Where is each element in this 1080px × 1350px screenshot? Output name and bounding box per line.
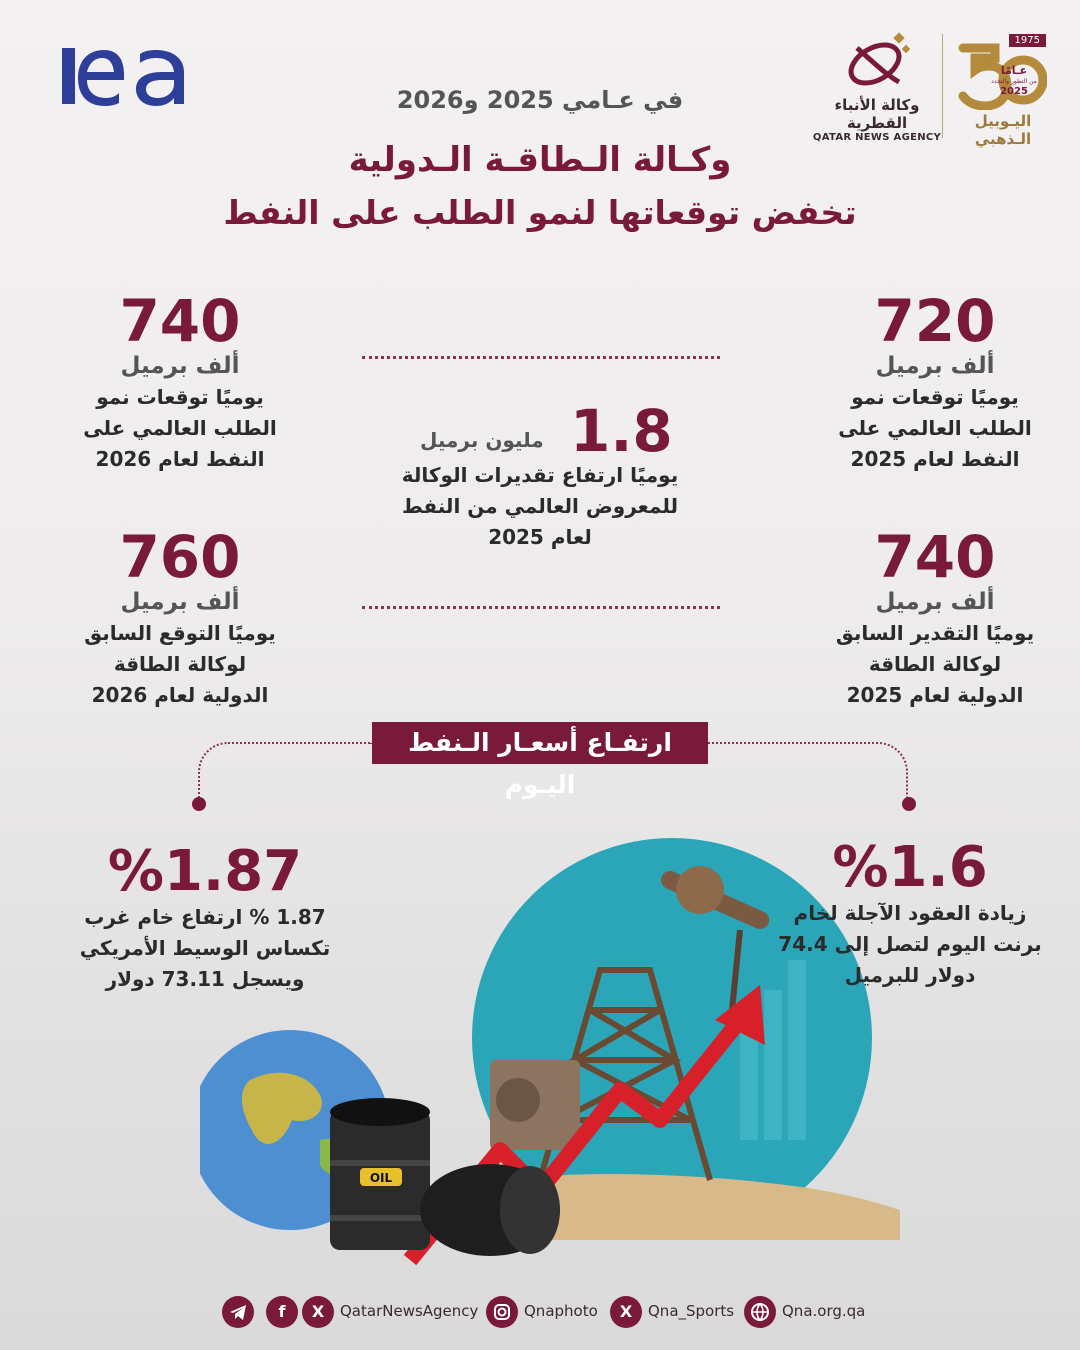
wti-percentage: %1.87 bbox=[107, 839, 303, 904]
qna-handle-link[interactable]: QatarNewsAgency bbox=[340, 1302, 479, 1320]
stat-desc-line: لوكالة الطاقة bbox=[113, 652, 247, 676]
stat-desc-line: لوكالة الطاقة bbox=[868, 652, 1002, 676]
brent-percentage: %1.6 bbox=[832, 835, 988, 900]
stat-number: 760 bbox=[119, 523, 241, 591]
brent-desc-line: برنت اليوم لتصل إلى 74.4 bbox=[778, 932, 1042, 956]
stat-description bbox=[820, 382, 1050, 475]
oil-prices-banner: ارتفـاع أسعـار الـنفط اليـوم bbox=[372, 722, 708, 764]
stat-unit: ألف برميل bbox=[120, 589, 240, 615]
brent-desc-line: زيادة العقود الآجلة لخام bbox=[793, 901, 1027, 925]
stat-desc-line: الطلب العالمي على bbox=[838, 416, 1032, 440]
stat-desc-line: للمعروض العالمي من النفط bbox=[401, 494, 679, 518]
title-line-2: تخفض توقعاتها لنمو الطلب على النفط bbox=[223, 193, 857, 232]
stat-number: 740 bbox=[119, 287, 241, 355]
stat-previous-estimate-2025 bbox=[820, 523, 1050, 711]
title-line-1: وكـالة الـطاقـة الـدولية bbox=[348, 140, 732, 180]
stat-number: 740 bbox=[874, 523, 996, 591]
qna-sports-handle-link[interactable]: Qna_Sports bbox=[648, 1302, 735, 1320]
wti-desc-line: تكساس الوسيط الأمريكي bbox=[79, 936, 331, 960]
globe-web-icon[interactable] bbox=[744, 1296, 776, 1328]
stat-desc-line: يوميًا ارتفاع تقديرات الوكالة bbox=[401, 463, 679, 487]
stat-desc-line: يوميًا توقعات نمو bbox=[96, 385, 264, 409]
wti-price-stat bbox=[70, 839, 340, 995]
jubilee-year: 1975 bbox=[1009, 34, 1046, 47]
website-link[interactable]: Qna.org.qa bbox=[782, 1302, 866, 1320]
qna-emblem-icon bbox=[837, 30, 917, 92]
stat-description bbox=[380, 460, 700, 553]
stat-unit: ألف برميل bbox=[875, 589, 995, 615]
stat-desc-line: الدولية لعام 2026 bbox=[91, 683, 269, 707]
instagram-icon[interactable] bbox=[486, 1296, 518, 1328]
stat-description bbox=[60, 618, 300, 711]
stat-number: 1.8 bbox=[570, 397, 673, 465]
stat-desc-line: يوميًا التوقع السابق bbox=[84, 621, 276, 645]
stat-desc-line: يوميًا توقعات نمو bbox=[851, 385, 1019, 409]
stat-unit: ألف برميل bbox=[120, 353, 240, 379]
jubilee-2025: 2025 bbox=[1000, 86, 1028, 97]
qnaphoto-handle-link[interactable]: Qnaphoto bbox=[524, 1302, 598, 1320]
connector-left bbox=[198, 742, 372, 800]
stat-unit: ألف برميل bbox=[875, 353, 995, 379]
connector-right bbox=[708, 742, 908, 800]
stat-demand-2025 bbox=[820, 287, 1050, 475]
golden-jubilee-logo bbox=[942, 34, 1052, 148]
brent-desc-line: دولار للبرميل bbox=[844, 963, 976, 987]
qna-name-ar: وكالة الأنباء القطرية bbox=[834, 96, 920, 132]
qna-name-en: QATAR NEWS AGENCY bbox=[812, 132, 942, 143]
stat-demand-2026 bbox=[60, 287, 300, 475]
pin-right bbox=[902, 797, 916, 811]
stat-desc-line: النفط لعام 2025 bbox=[850, 447, 1020, 471]
wti-description bbox=[70, 902, 340, 995]
stat-description bbox=[820, 618, 1050, 711]
stat-description bbox=[60, 382, 300, 475]
barrel-label: OIL bbox=[369, 1171, 393, 1185]
jubilee-years-label: عـامًا bbox=[1000, 64, 1028, 77]
subtitle: في عـامي 2025 و2026 bbox=[396, 86, 684, 114]
wti-desc-line: 1.87 % ارتفاع خام غرب bbox=[84, 905, 326, 929]
stat-desc-line: الطلب العالمي على bbox=[83, 416, 277, 440]
stat-desc-line: لعام 2025 bbox=[488, 525, 592, 549]
brent-price-stat bbox=[760, 835, 1060, 991]
stat-unit: مليون برميل bbox=[420, 428, 544, 452]
wti-desc-line: ويسجل 73.11 دولار bbox=[105, 967, 305, 991]
brent-description bbox=[760, 898, 1060, 991]
stat-desc-line: النفط لعام 2026 bbox=[95, 447, 265, 471]
stat-desc-line: يوميًا التقدير السابق bbox=[835, 621, 1035, 645]
divider-top bbox=[362, 356, 720, 359]
x-icon[interactable]: X bbox=[302, 1296, 334, 1328]
facebook-icon[interactable]: f bbox=[266, 1296, 298, 1328]
stat-desc-line: الدولية لعام 2025 bbox=[846, 683, 1024, 707]
stat-previous-forecast-2026 bbox=[60, 523, 300, 711]
stat-number: 720 bbox=[874, 287, 996, 355]
divider-bottom bbox=[362, 606, 720, 609]
pin-left bbox=[192, 797, 206, 811]
x-icon[interactable]: X bbox=[610, 1296, 642, 1328]
social-footer bbox=[218, 1294, 868, 1330]
iea-logo bbox=[60, 42, 202, 108]
jubilee-label: اليـوبيل الـذهبي bbox=[974, 112, 1032, 148]
qna-logo bbox=[812, 30, 942, 143]
jubilee-sub: من التطور والتجدد bbox=[991, 78, 1037, 85]
telegram-icon[interactable] bbox=[222, 1296, 254, 1328]
